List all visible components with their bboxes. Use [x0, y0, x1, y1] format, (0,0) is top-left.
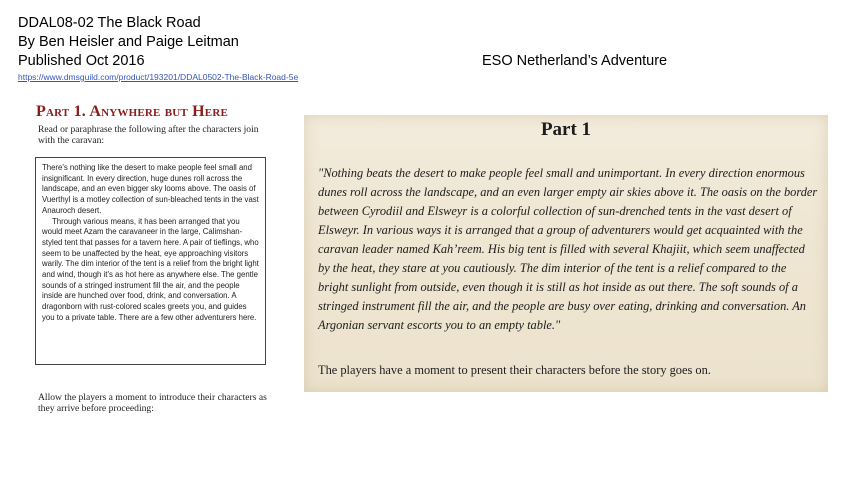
read-aloud-paragraph: There's nothing like the desert to make people feel small and insignificant. In every direction, huge dunes roll across the landscape, and an even bigger sky looms above. The oasis of Vuerthyl is a motley collection of sun-bleached tents in the vast Anauroch desert.: [42, 163, 259, 215]
part-heading: Part 1. Anywhere but Here: [36, 103, 229, 120]
outro-instruction: Allow the players a moment to introduce their characters as they arrive before proceeding:: [38, 392, 267, 414]
intro-instruction: Read or paraphrase the following after the characters join with the caravan:: [38, 124, 259, 146]
slide-header: [18, 14, 239, 71]
adapted-read-aloud-text: "Nothing beats the desert to make people feel small and unimportant. In every direction enormous dunes roll across the landscape, and an even larger empty air skies above it. The oasis on the border between Cyrodiil and Elsweyr is a colorful collection of sun-drenched tents in the vast desert of Elsweyr. In various ways it is arranged that a group of adventurers would get acquainted with the caravan leader named Kah’reem. His big tent is filled with several Khajiit, which seem unaffected by the heat, they stare at you cautiously. The dim interior of the tent is a relief compared to the bright sunlight from outside, even though it is still as hot inside as out there. The soft sounds of a stringed instrument fill the air, and the people are busy over eating, drinking and conversation. An Argonian servant escorts you to an empty table.": [318, 166, 818, 332]
product-link[interactable]: https://www.dmsguild.com/product/193201/DDAL0502-The-Black-Road-5e: [18, 72, 299, 82]
panel-title: Part 1: [540, 119, 592, 140]
adapted-instruction: The players have a moment to present their characters before the story goes on.: [318, 363, 711, 377]
eso-adventure-title: ESO Netherland’s Adventure: [482, 53, 668, 69]
read-aloud-box: [35, 157, 266, 365]
authors-line: By Ben Heisler and Paige Leitman: [18, 34, 239, 50]
published-line: Published Oct 2016: [18, 53, 145, 69]
adapted-text-panel: [304, 115, 828, 392]
read-aloud-paragraph: Through various means, it has been arranged that you would meet Azam the caravaneer in the large, Calimshan-styled tent that passes for a tavern here. A pair of tieflings, who seem to be unaffected by the heat, eye approaching visitors warily. The dim interior of the tent is a relief from the bright light and wind, though it's as hot here as anywhere else. The gentle sounds of a stringed instrument fill the air, and the people inside are hunched over food, drink, and conversation. A dragonborn with rust-colored scales greets you, and guides you to a private table. There are a few other adventurers here.: [42, 216, 259, 322]
module-title: DDAL08-02 The Black Road: [18, 15, 201, 31]
original-module-excerpt: [36, 103, 282, 419]
